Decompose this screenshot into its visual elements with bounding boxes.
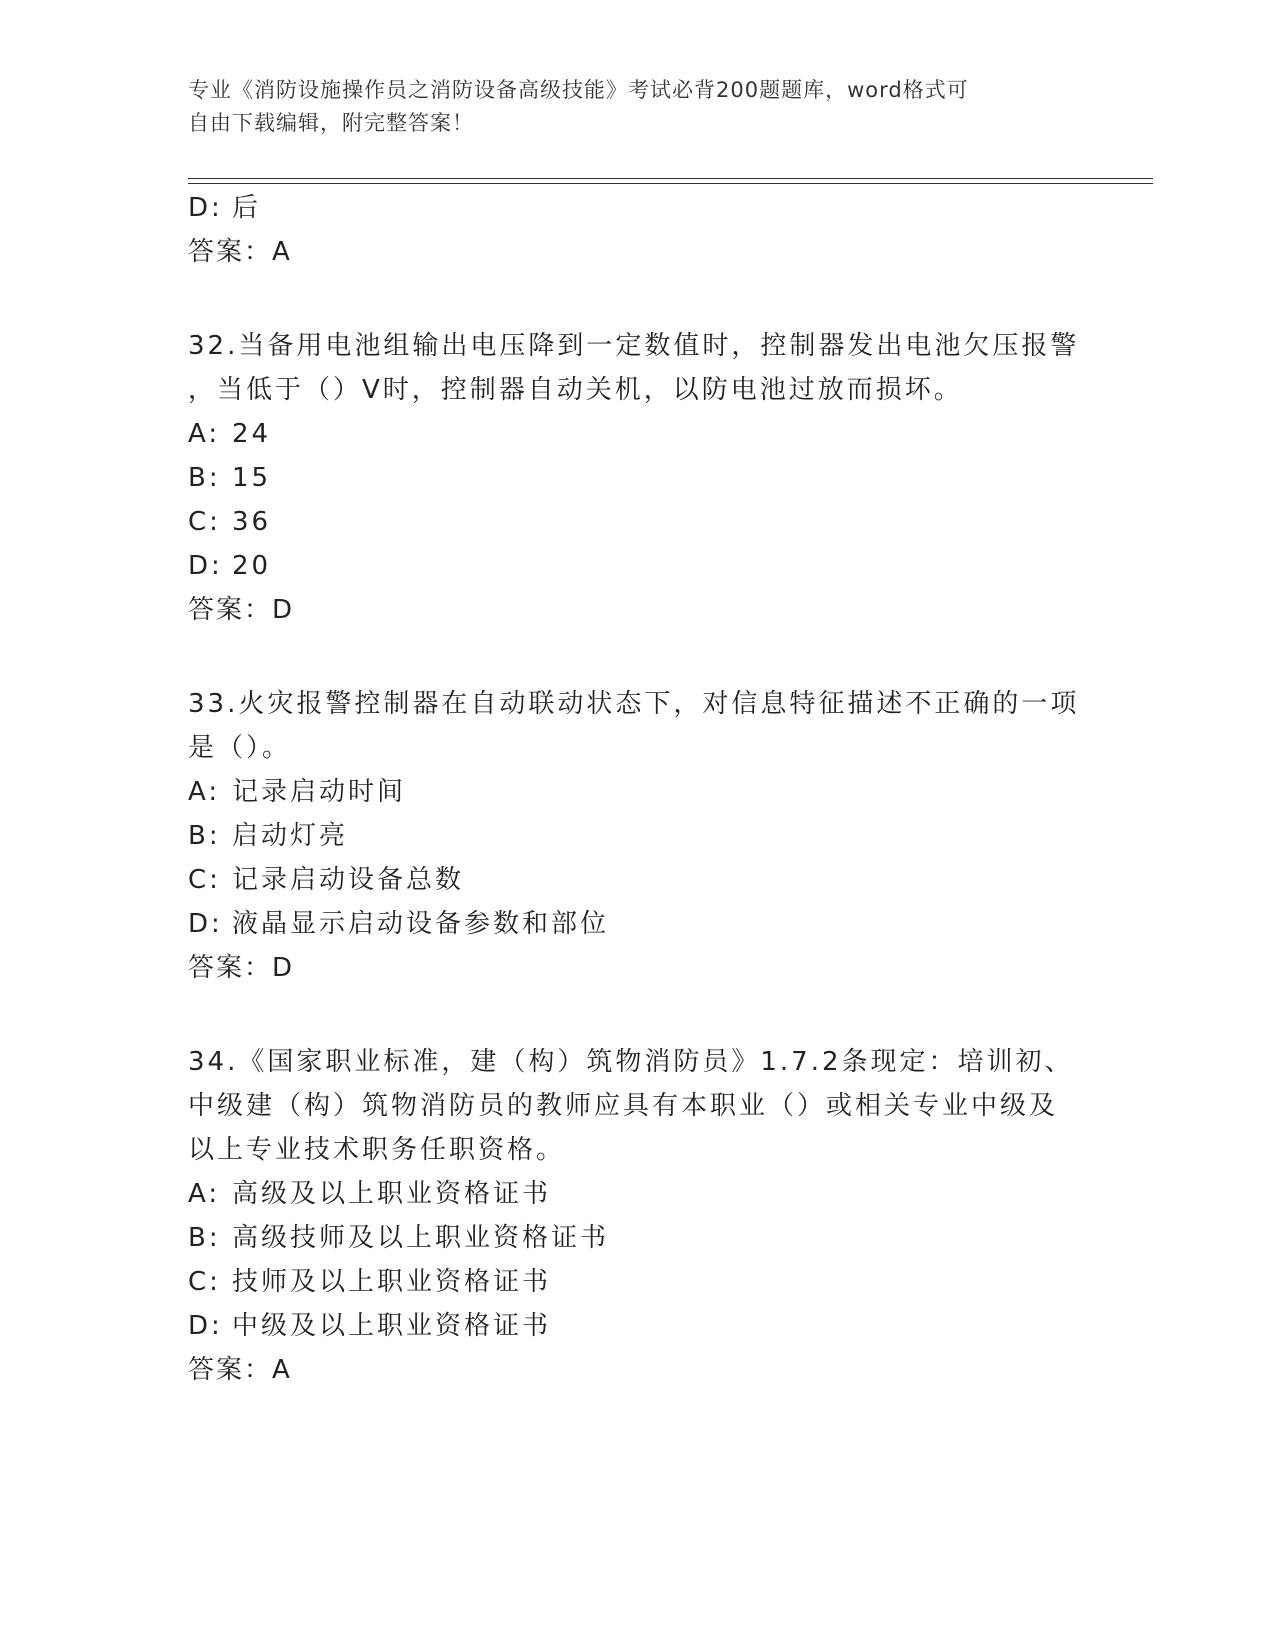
q34-text-line-3: 以上专业技术职务任职资格。 bbox=[188, 1135, 566, 1165]
option-text: 后 bbox=[232, 193, 262, 223]
option-label: A: bbox=[188, 419, 221, 449]
q33-text-line-2: 是（）。 bbox=[188, 733, 292, 763]
q34-option-d bbox=[188, 1308, 551, 1344]
q32-option-c bbox=[188, 504, 271, 540]
option-text: 高级技师及以上职业资格证书 bbox=[232, 1223, 610, 1253]
q34-option-a bbox=[188, 1176, 551, 1212]
header-rule-bottom bbox=[188, 183, 1153, 184]
prev-answer: 答案：A bbox=[188, 237, 292, 267]
option-text: 15 bbox=[232, 463, 272, 493]
option-text: 记录启动设备总数 bbox=[232, 865, 465, 895]
option-text: 记录启动时间 bbox=[232, 777, 407, 807]
q33-option-c bbox=[188, 862, 464, 898]
option-label: B: bbox=[188, 463, 221, 493]
q33-option-b bbox=[188, 818, 348, 854]
option-label: D: bbox=[188, 551, 223, 581]
q33-answer: 答案：D bbox=[188, 953, 295, 983]
option-text: 36 bbox=[232, 507, 272, 537]
option-text: 启动灯亮 bbox=[232, 821, 349, 851]
q34-option-b bbox=[188, 1220, 609, 1256]
option-label: A: bbox=[188, 1179, 221, 1209]
header-line-2: 自由下载编辑，附完整答案！ bbox=[188, 111, 474, 135]
option-text: 24 bbox=[232, 419, 272, 449]
option-label: B: bbox=[188, 821, 221, 851]
header-rule-top bbox=[188, 178, 1153, 179]
q33-option-a bbox=[188, 774, 406, 810]
prev-option-d bbox=[188, 190, 261, 226]
option-label: B: bbox=[188, 1223, 221, 1253]
option-label: C: bbox=[188, 507, 221, 537]
option-text: 中级及以上职业资格证书 bbox=[232, 1311, 552, 1341]
option-text: 技师及以上职业资格证书 bbox=[232, 1267, 552, 1297]
q32-option-a bbox=[188, 416, 271, 452]
option-label: D: bbox=[188, 1311, 223, 1341]
q33-option-d bbox=[188, 906, 609, 942]
option-text: 液晶显示启动设备参数和部位 bbox=[232, 909, 610, 939]
option-label: D: bbox=[188, 909, 223, 939]
option-text: 20 bbox=[232, 551, 272, 581]
q32-option-b bbox=[188, 460, 271, 496]
header-line-1: 专业《消防设施操作员之消防设备高级技能》考试必背200题题库，word格式可 bbox=[188, 78, 969, 102]
q32-answer: 答案：D bbox=[188, 595, 295, 625]
q34-text-line-2: 中级建（构）筑物消防员的教师应具有本职业（）或相关专业中级及 bbox=[188, 1091, 1059, 1121]
q32-text-line-1: 32.当备用电池组输出电压降到一定数值时，控制器发出电池欠压报警 bbox=[188, 331, 1080, 361]
q34-option-c bbox=[188, 1264, 551, 1300]
q34-answer: 答案：A bbox=[188, 1355, 292, 1385]
q34-text-line-1: 34.《国家职业标准，建（构）筑物消防员》1.7.2条现定：培训初、 bbox=[188, 1047, 1074, 1077]
q33-text-line-1: 33.火灾报警控制器在自动联动状态下，对信息特征描述不正确的一项 bbox=[188, 689, 1080, 719]
option-label: D: bbox=[188, 193, 223, 223]
option-label: C: bbox=[188, 1267, 221, 1297]
option-text: 高级及以上职业资格证书 bbox=[232, 1179, 552, 1209]
q32-text-line-2: ，当低于（）V时，控制器自动关机，以防电池过放而损坏。 bbox=[188, 375, 963, 405]
option-label: C: bbox=[188, 865, 221, 895]
q32-option-d bbox=[188, 548, 271, 584]
option-label: A: bbox=[188, 777, 221, 807]
page-header bbox=[188, 74, 1068, 140]
